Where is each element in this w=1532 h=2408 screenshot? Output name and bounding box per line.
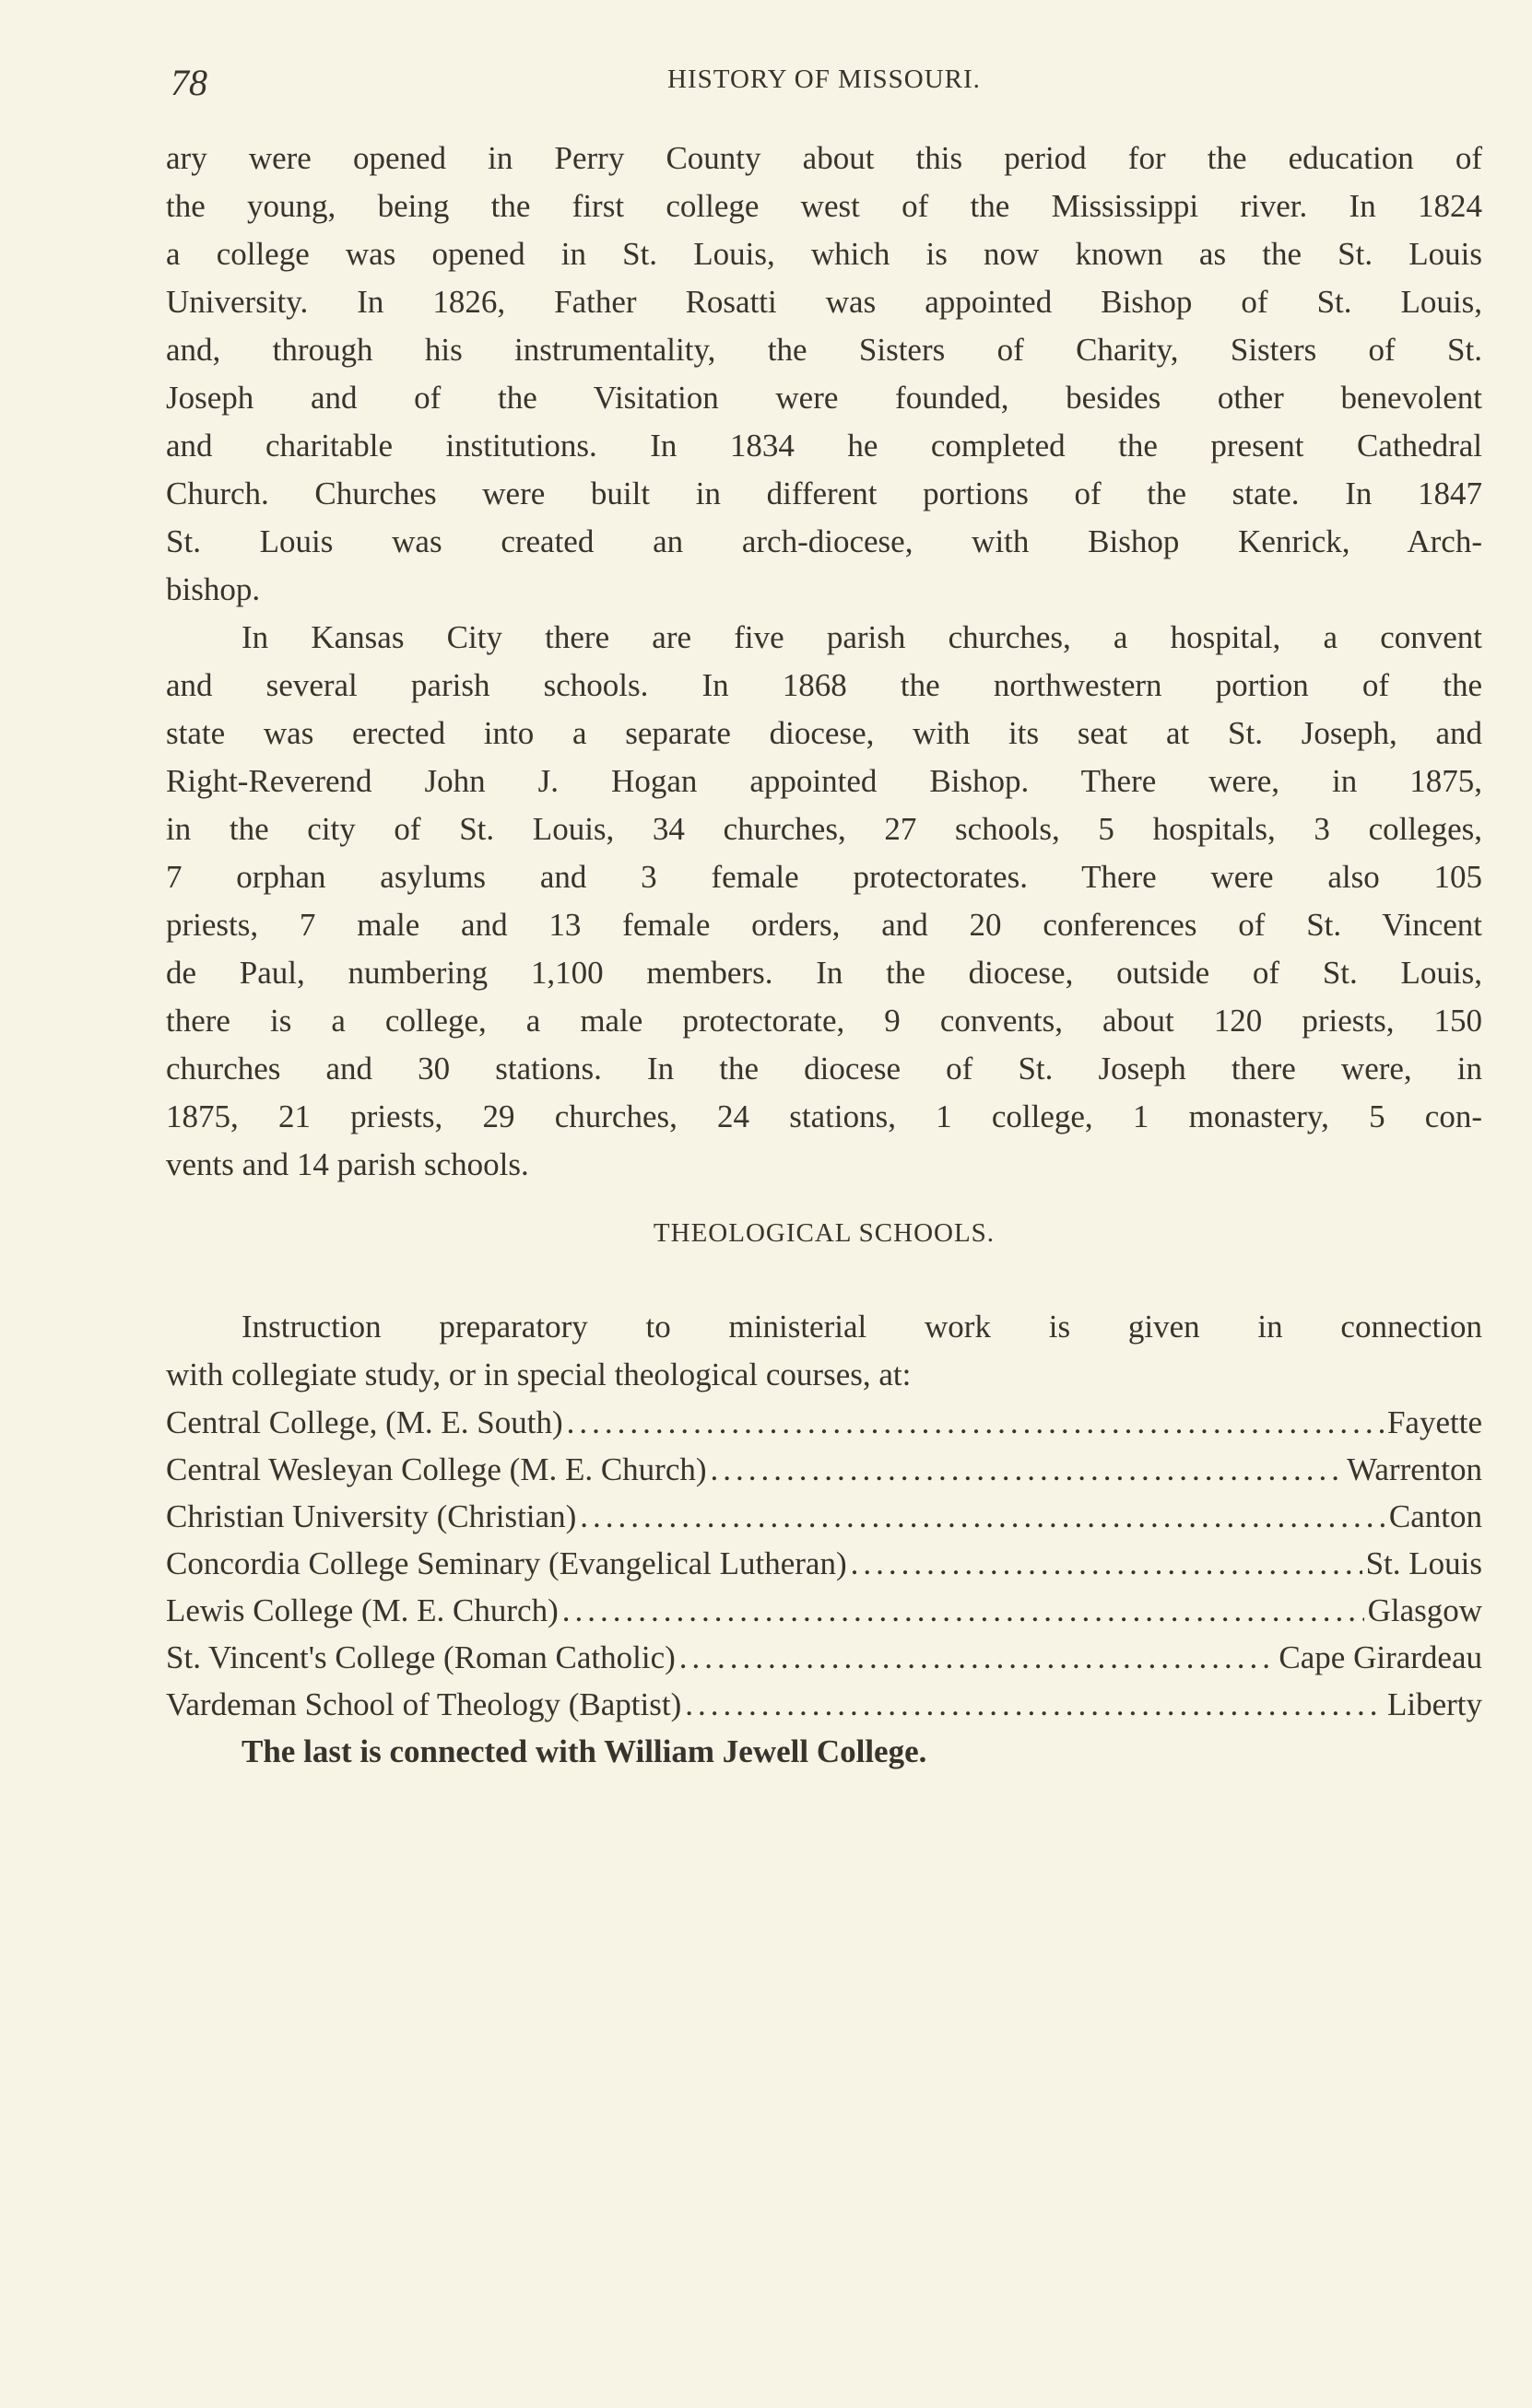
text-line: Church. Churches were built in different portions of the state. In 1847 (166, 476, 1482, 511)
text-line: churches and 30 stations. In the diocese of St. Joseph there were, in (166, 1051, 1482, 1087)
text-line: and, through his instrumentality, the Sisters of Charity, Sisters of St. (166, 332, 1482, 368)
text-line: vents and 14 parish schools. (166, 1146, 529, 1182)
dot-leader (580, 1493, 1385, 1540)
dot-leader (679, 1634, 1276, 1681)
school-entry (166, 1540, 1482, 1587)
text-line: the young, being the first college west of the Mississippi river. In 1824 (166, 188, 1482, 224)
schools-list (166, 1399, 1482, 1728)
school-entry (166, 1634, 1482, 1681)
school-entry (166, 1446, 1482, 1493)
text-line: with collegiate study, or in special theological courses, at: (166, 1357, 912, 1392)
school-location: Fayette (1386, 1404, 1482, 1440)
text-line: bishop. (166, 571, 261, 607)
closing-note: The last is connected with William Jewell College. (242, 1733, 927, 1769)
page-number: 78 (171, 62, 207, 103)
school-name: Central Wesleyan College (M. E. Church) (166, 1451, 707, 1487)
school-name: Lewis College (M. E. Church) (166, 1592, 559, 1628)
school-entry (166, 1399, 1482, 1446)
running-head: HISTORY OF MISSOURI. (667, 65, 981, 94)
text-line: priests, 7 male and 13 female orders, and 20 conferences of St. Vincent (166, 907, 1482, 943)
school-location: Liberty (1386, 1686, 1482, 1722)
text-line: Instruction preparatory to ministerial work is given in connection (242, 1309, 1482, 1345)
school-location: Warrenton (1347, 1451, 1482, 1487)
school-location: St. Louis (1365, 1545, 1482, 1581)
text-line: state was erected into a separate diocese, with its seat at St. Joseph, and (166, 715, 1482, 751)
paragraph-intro (166, 1303, 1482, 1399)
text-line: in the city of St. Louis, 34 churches, 27 schools, 5 hospitals, 3 colleges, (166, 811, 1482, 847)
dot-leader (851, 1540, 1362, 1587)
school-location: Cape Girardeau (1279, 1639, 1482, 1675)
text-line: and charitable institutions. In 1834 he completed the present Cathedral (166, 428, 1482, 464)
text-line: 1875, 21 priests, 29 churches, 24 stations, 1 college, 1 monastery, 5 con- (166, 1098, 1482, 1134)
dot-leader (685, 1681, 1384, 1728)
paragraph-catholic-history (166, 135, 1482, 614)
school-location: Glasgow (1367, 1592, 1482, 1628)
dot-leader (567, 1399, 1384, 1446)
text-line: ary were opened in Perry County about this period for the education of (166, 140, 1482, 176)
school-entry (166, 1587, 1482, 1634)
school-location: Canton (1388, 1498, 1482, 1534)
text-line: St. Louis was created an arch-diocese, with Bishop Kenrick, Arch- (166, 523, 1482, 559)
text-line: there is a college, a male protectorate, 9 convents, about 120 priests, 150 (166, 1003, 1482, 1039)
page-header (166, 57, 1482, 103)
text-line: a college was opened in St. Louis, which is now known as the St. Louis (166, 236, 1482, 272)
dot-leader (562, 1587, 1364, 1634)
school-name: Central College, (M. E. South) (166, 1404, 563, 1440)
text-line: University. In 1826, Father Rosatti was appointed Bishop of St. Louis, (166, 284, 1482, 320)
paragraph-diocese-statistics (166, 614, 1482, 1189)
school-entry (166, 1681, 1482, 1728)
text-line: de Paul, numbering 1,100 members. In the diocese, outside of St. Louis, (166, 955, 1482, 991)
text-line: Joseph and of the Visitation were founded, besides other benevolent (166, 380, 1482, 416)
school-name: St. Vincent's College (Roman Catholic) (166, 1639, 676, 1675)
dot-leader (711, 1446, 1344, 1493)
text-line: and several parish schools. In 1868 the northwestern portion of the (166, 667, 1482, 703)
text-line: 7 orphan asylums and 3 female protectorates. There were also 105 (166, 859, 1482, 895)
school-name: Vardeman School of Theology (Baptist) (166, 1686, 682, 1722)
school-name: Christian University (Christian) (166, 1498, 577, 1534)
text-line: In Kansas City there are five parish churches, a hospital, a convent (242, 619, 1482, 655)
section-heading: THEOLOGICAL SCHOOLS. (653, 1218, 996, 1248)
text-line: Right-Reverend John J. Hogan appointed Bishop. There were, in 1875, (166, 763, 1482, 799)
school-entry (166, 1493, 1482, 1540)
school-name: Concordia College Seminary (Evangelical Lutheran) (166, 1545, 847, 1581)
